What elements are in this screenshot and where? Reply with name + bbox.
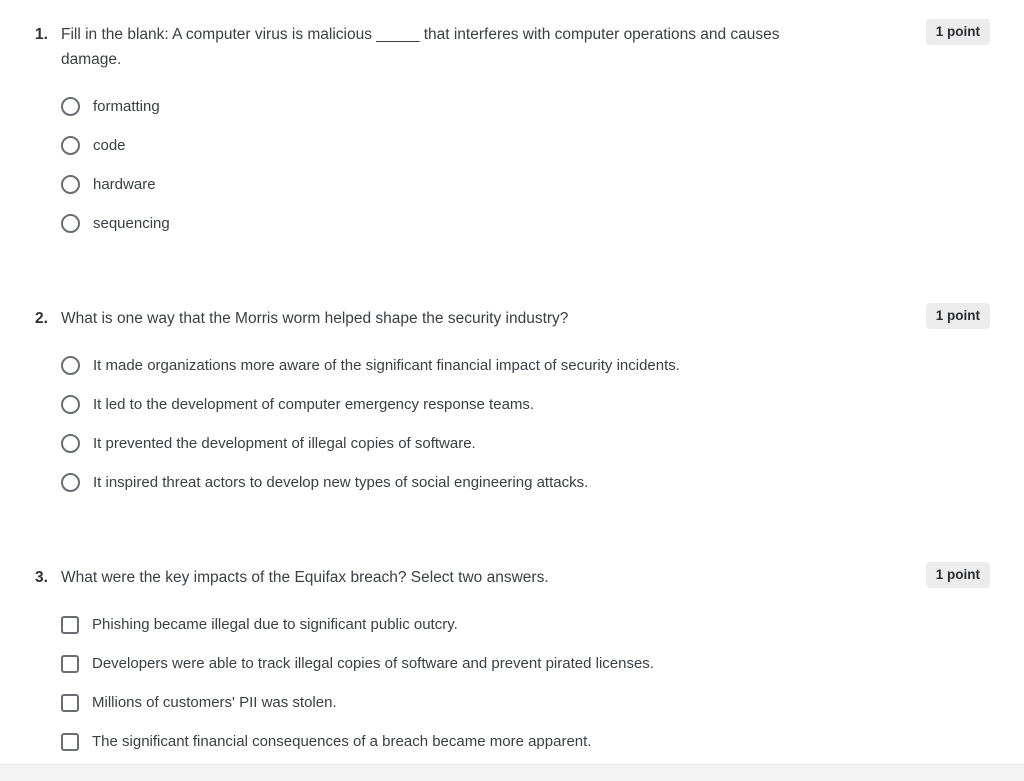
option-row[interactable] [61,204,880,243]
page-bottom-strip [0,764,1024,781]
option-row[interactable] [61,605,880,644]
question-text: What is one way that the Morris worm helped shape the security industry? [61,310,569,327]
option-label: The significant financial consequences of a breach became more apparent. [92,733,592,750]
option-label: sequencing [93,215,170,232]
option-label: Phishing became illegal due to significant public outcry. [92,616,458,633]
radio-button[interactable] [61,97,80,116]
option-label: formatting [93,98,160,115]
option-label: Developers were able to track illegal copies of software and prevent pirated licenses. [92,655,654,672]
option-row[interactable] [61,722,880,761]
radio-button[interactable] [61,395,80,414]
radio-button[interactable] [61,175,80,194]
option-row[interactable] [61,385,880,424]
question-number: 1. [35,26,48,43]
checkbox[interactable] [61,694,79,712]
question-2 [35,306,990,502]
radio-button[interactable] [61,214,80,233]
question-2-header [35,306,880,331]
option-label: Millions of customers' PII was stolen. [92,694,337,711]
option-row[interactable] [61,87,880,126]
option-row[interactable] [61,644,880,683]
checkbox[interactable] [61,616,79,634]
points-badge: 1 point [926,303,990,329]
points-badge: 1 point [926,19,990,45]
option-label: hardware [93,176,156,193]
option-row[interactable] [61,463,880,502]
option-row[interactable] [61,126,880,165]
question-2-options [61,346,880,502]
question-1 [35,22,990,243]
radio-button[interactable] [61,356,80,375]
question-number: 2. [35,310,48,327]
option-label: It prevented the development of illegal copies of software. [93,435,476,452]
question-text: What were the key impacts of the Equifax breach? Select two answers. [61,569,549,586]
radio-button[interactable] [61,136,80,155]
option-label: It led to the development of computer emergency response teams. [93,396,535,413]
question-3-options [61,605,880,761]
question-3-header [35,565,880,590]
radio-button[interactable] [61,434,80,453]
question-number: 3. [35,569,48,586]
points-badge: 1 point [926,562,990,588]
option-row[interactable] [61,424,880,463]
option-label: It inspired threat actors to develop new types of social engineering attacks. [93,474,589,491]
option-label: It made organizations more aware of the significant financial impact of security incidents. [93,357,680,374]
question-3 [35,565,990,761]
option-row[interactable] [61,165,880,204]
checkbox[interactable] [61,655,79,673]
option-row[interactable] [61,346,880,385]
question-1-options [61,87,880,243]
option-row[interactable] [61,683,880,722]
radio-button[interactable] [61,473,80,492]
option-label: code [93,137,126,154]
question-1-header [35,22,880,72]
question-text: Fill in the blank: A computer virus is malicious _____ that interferes with computer operations and causes damage. [61,26,780,68]
checkbox[interactable] [61,733,79,751]
